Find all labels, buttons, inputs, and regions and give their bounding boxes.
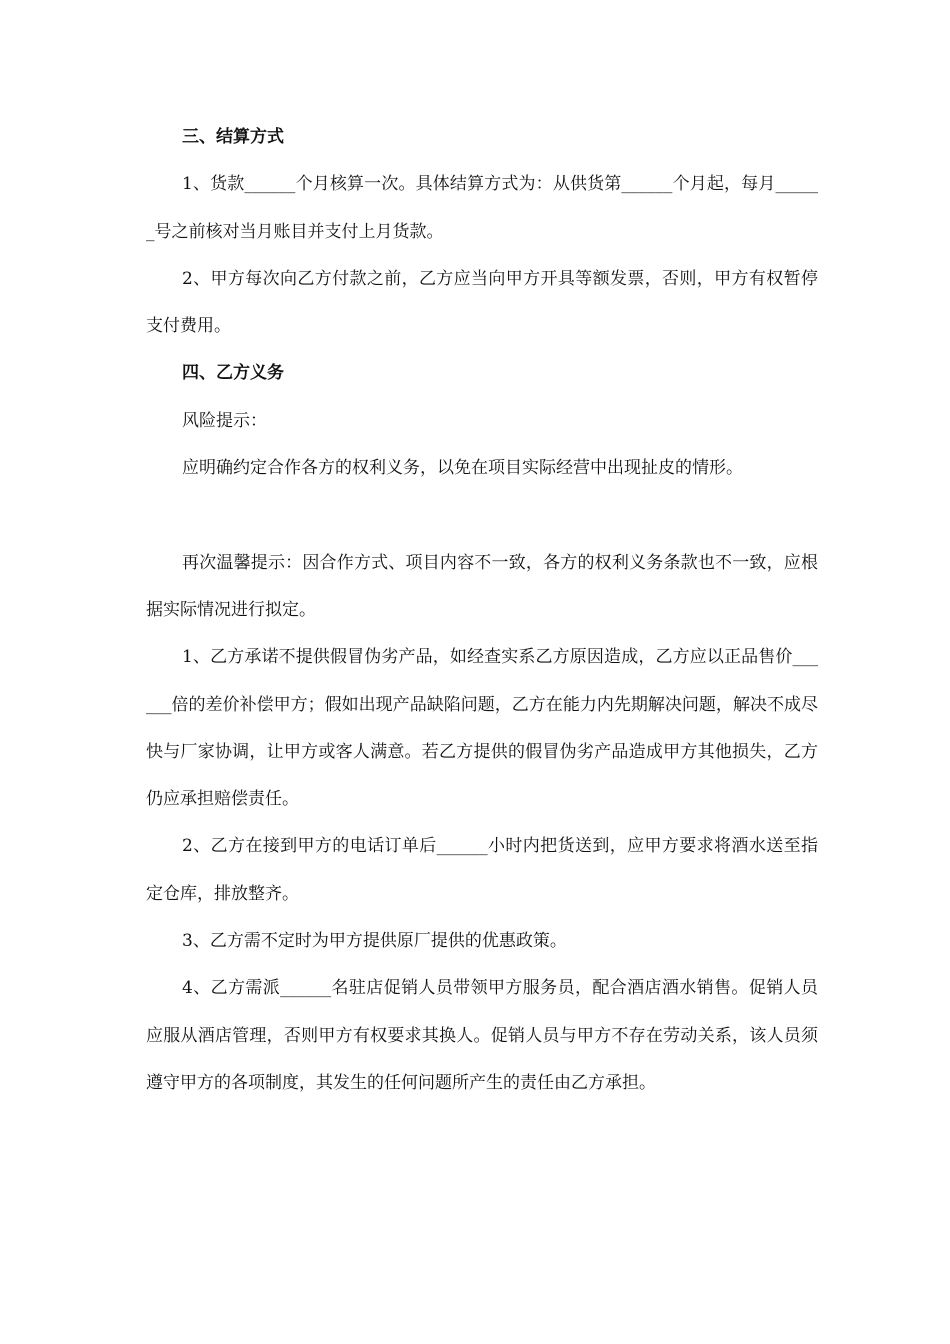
paragraph-obligation-2: 2、乙方在接到甲方的电话订单后______小时内把货送到，应甲方要求将酒水送至指定仓库，排放整齐。: [146, 836, 818, 904]
paragraph-invoice: 2、甲方每次向乙方付款之前，乙方应当向甲方开具等额发票，否则，甲方有权暂停支付费用。: [146, 268, 818, 337]
paragraph-obligation-3: 3、乙方需不定时为甲方提供原厂提供的优惠政策。: [182, 931, 567, 952]
paragraph-obligation-4: 4、乙方需派______名驻店促销人员带领甲方服务员，配合酒店酒水销售。促销人员应服从酒店管理，否则甲方有权要求其换人。促销人员与甲方不存在劳动关系，该人员须遵守甲方的各项制度，其发生的任何问题所产生的责任由乙方承担。: [146, 978, 818, 1093]
risk-text: 应明确约定合作各方的权利义务，以免在项目实际经营中出现扯皮的情形。: [182, 458, 743, 479]
blank-line: [146, 492, 818, 539]
document-body: [146, 114, 818, 1107]
risk-label: 风险提示：: [182, 410, 267, 431]
section-heading-settlement: 三、结算方式: [182, 127, 284, 147]
paragraph-payment-cycle: 1、货款______个月核算一次。具体结算方式为：从供货第______个月起，每月______号之前核对当月账目并支付上月货款。: [146, 174, 818, 242]
reminder-text: 再次温馨提示：因合作方式、项目内容不一致，各方的权利义务条款也不一致，应根据实际情况进行拟定。: [146, 552, 818, 620]
paragraph-obligation-1: 1、乙方承诺不提供假冒伪劣产品，如经查实系乙方原因造成，乙方应以正品售价______倍的差价补偿甲方；假如出现产品缺陷问题，乙方在能力内先期解决问题，解决不成尽快与厂家协调，让甲方或客人满意。若乙方提供的假冒伪劣产品造成甲方其他损失，乙方仍应承担赔偿责任。: [146, 647, 818, 810]
section-heading-obligations: 四、乙方义务: [182, 363, 284, 384]
